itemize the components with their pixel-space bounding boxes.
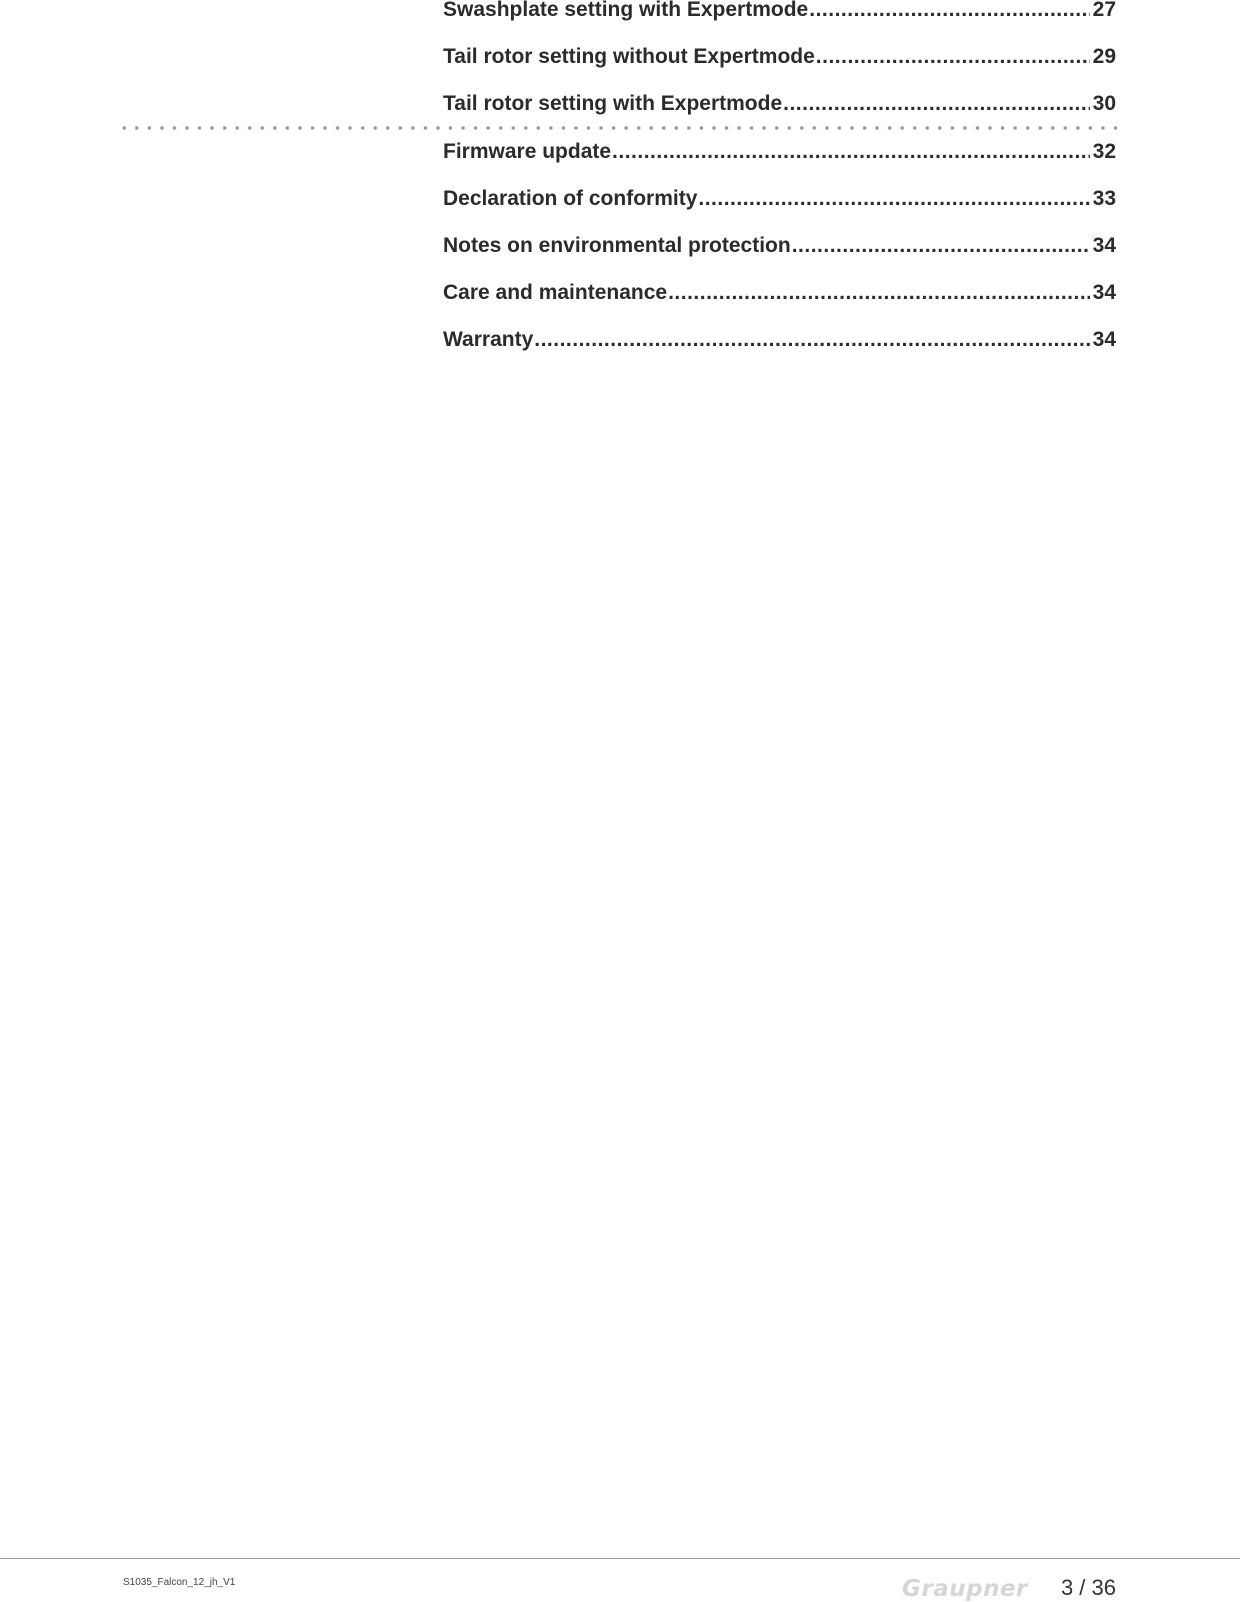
toc-dot-leader (809, 0, 1089, 24)
toc-dot-leader (534, 326, 1089, 354)
toc-dot-leader (816, 43, 1090, 71)
toc-entry-warranty[interactable] (443, 326, 1116, 354)
document-code: S1035_Falcon_12_jh_V1 (123, 1577, 236, 1588)
toc-entry-page: 29 (1092, 45, 1116, 68)
toc-entry-page: 34 (1092, 234, 1116, 257)
toc-entry-title: Notes on environmental protection (443, 234, 791, 257)
toc-entry-page: 33 (1092, 187, 1116, 210)
toc-entry-title: Tail rotor setting without Expertmode (443, 45, 815, 68)
toc-entry-page: 27 (1092, 0, 1116, 21)
toc-dot-leader (612, 138, 1090, 166)
toc-entry-page: 34 (1092, 328, 1116, 351)
page-number: 3 / 36 (1060, 1575, 1116, 1600)
toc-entry-title: Tail rotor setting with Expertmode (443, 92, 783, 115)
toc-entry-declaration-of-conformity[interactable] (443, 185, 1116, 213)
toc-entry-title: Swashplate setting with Expertmode (443, 0, 809, 21)
toc-entry-title: Declaration of conformity (443, 187, 698, 210)
toc-entry-tail-rotor-without-expertmode[interactable] (443, 43, 1116, 71)
toc-entry-page: 30 (1092, 92, 1116, 115)
dotted-divider (118, 125, 1122, 131)
toc-dot-leader (668, 279, 1090, 307)
toc-entry-title: Firmware update (443, 140, 612, 163)
toc-dot-leader (792, 232, 1090, 260)
toc-entry-tail-rotor-with-expertmode[interactable] (443, 90, 1116, 118)
toc-entry-environmental-protection[interactable] (443, 232, 1116, 260)
toc-dot-leader (698, 185, 1089, 213)
toc-entry-page: 32 (1092, 140, 1116, 163)
brand-logo: Graupner (902, 1576, 1028, 1602)
footer-divider (0, 1558, 1240, 1559)
toc-entry-firmware-update[interactable] (443, 138, 1116, 166)
toc-entry-page: 34 (1092, 281, 1116, 304)
toc-entry-care-and-maintenance[interactable] (443, 279, 1116, 307)
toc-entry-title: Care and maintenance (443, 281, 668, 304)
toc-entry-swashplate-expertmode[interactable] (443, 0, 1116, 24)
toc-entry-title: Warranty (443, 328, 534, 351)
toc-dot-leader (783, 90, 1090, 118)
